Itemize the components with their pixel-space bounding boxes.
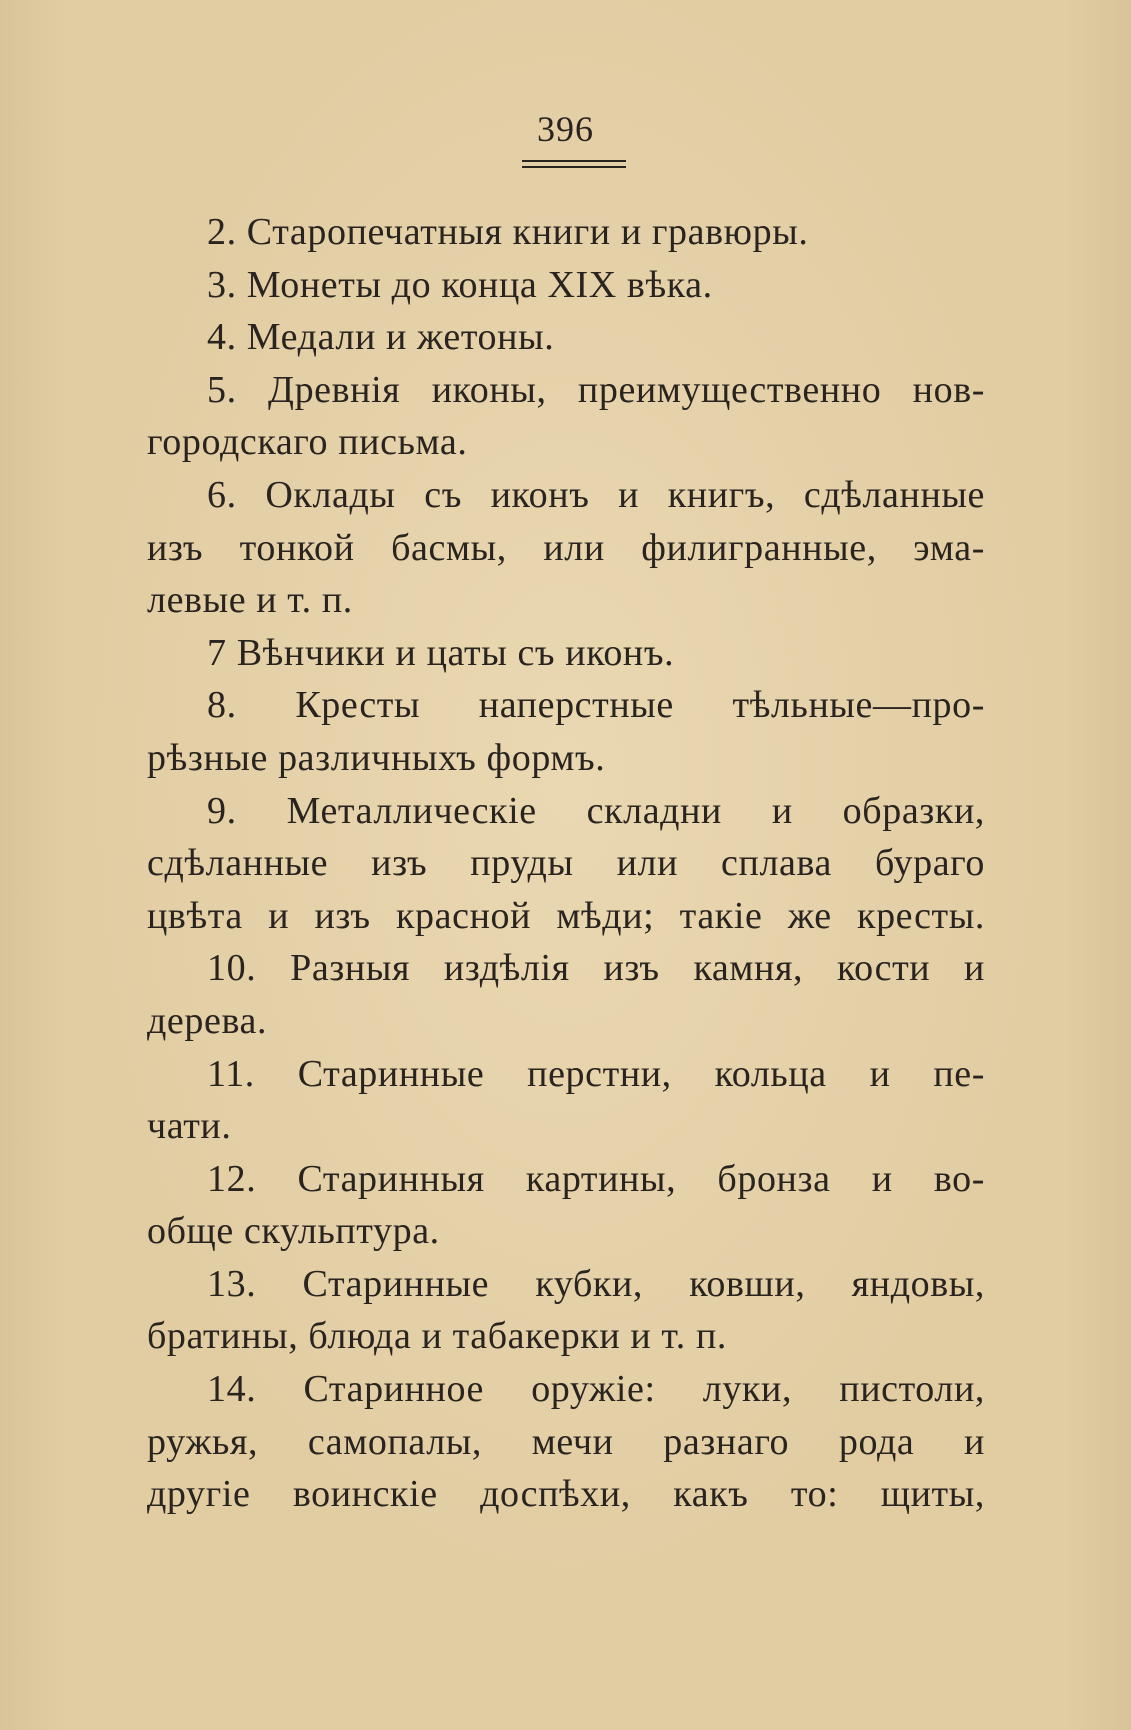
list-item-5-line-2: городскаго письма. [147,421,468,464]
list-item-14-line-3: другіе воинскіе доспѣхи, какъ то: щиты, [147,1473,985,1516]
list-item-13-line-2: братины, блюда и табакерки и т. п. [147,1315,728,1358]
list-item-3-line-1: 3. Монеты до конца XIX вѣка. [207,263,713,306]
list-item-14-line-1: 14. Старинное оружіе: луки, пистоли, [207,1368,985,1411]
page-number-rule-bottom [522,166,626,168]
list-item-8-line-1: 8. Кресты наперстные тѣльные—про- [207,684,985,727]
list-item-11-line-2: чати. [147,1105,232,1148]
list-item-4-line-1: 4. Медали и жетоны. [207,316,555,359]
list-item-13-line-1: 13. Старинные кубки, ковши, яндовы, [207,1262,985,1305]
list-item-8-line-2: рѣзные различныхъ формъ. [147,736,606,779]
list-item-6-line-2: изъ тонкой басмы, или филигранные, эма- [147,526,985,569]
list-item-12-line-1: 12. Старинныя картины, бронза и во- [207,1157,985,1200]
list-item-11-line-1: 11. Старинные перстни, кольца и пе- [207,1052,985,1095]
list-item-12-line-2: обще скульптура. [147,1210,440,1253]
page-number-rule-top [522,160,626,162]
list-item-7-line-1: 7 Вѣнчики и цаты съ иконъ. [207,631,675,674]
list-item-9-line-3: цвѣта и изъ красной мѣди; такіе же кресты. [147,894,985,937]
list-item-14-line-2: ружья, самопалы, мечи разнаго рода и [147,1420,985,1463]
list-item-9-line-1: 9. Металлическіе складни и образки, [207,789,985,832]
list-item-6-line-3: левые и т. п. [147,579,353,622]
list-item-6-line-1: 6. Оклады съ иконъ и книгъ, сдѣланные [207,473,985,516]
list-item-5-line-1: 5. Древнія иконы, преимущественно нов- [207,368,985,411]
body-text [147,206,985,1521]
list-item-9-line-2: сдѣланные изъ пруды или сплава бураго [147,842,985,885]
list-item-2-line-1: 2. Старопечатныя книги и гравюры. [207,211,809,253]
list-item-10-line-2: дерева. [147,999,268,1042]
list-item-10-line-1: 10. Разныя издѣлія изъ камня, кости и [207,947,985,990]
page-number: 396 [537,109,594,149]
